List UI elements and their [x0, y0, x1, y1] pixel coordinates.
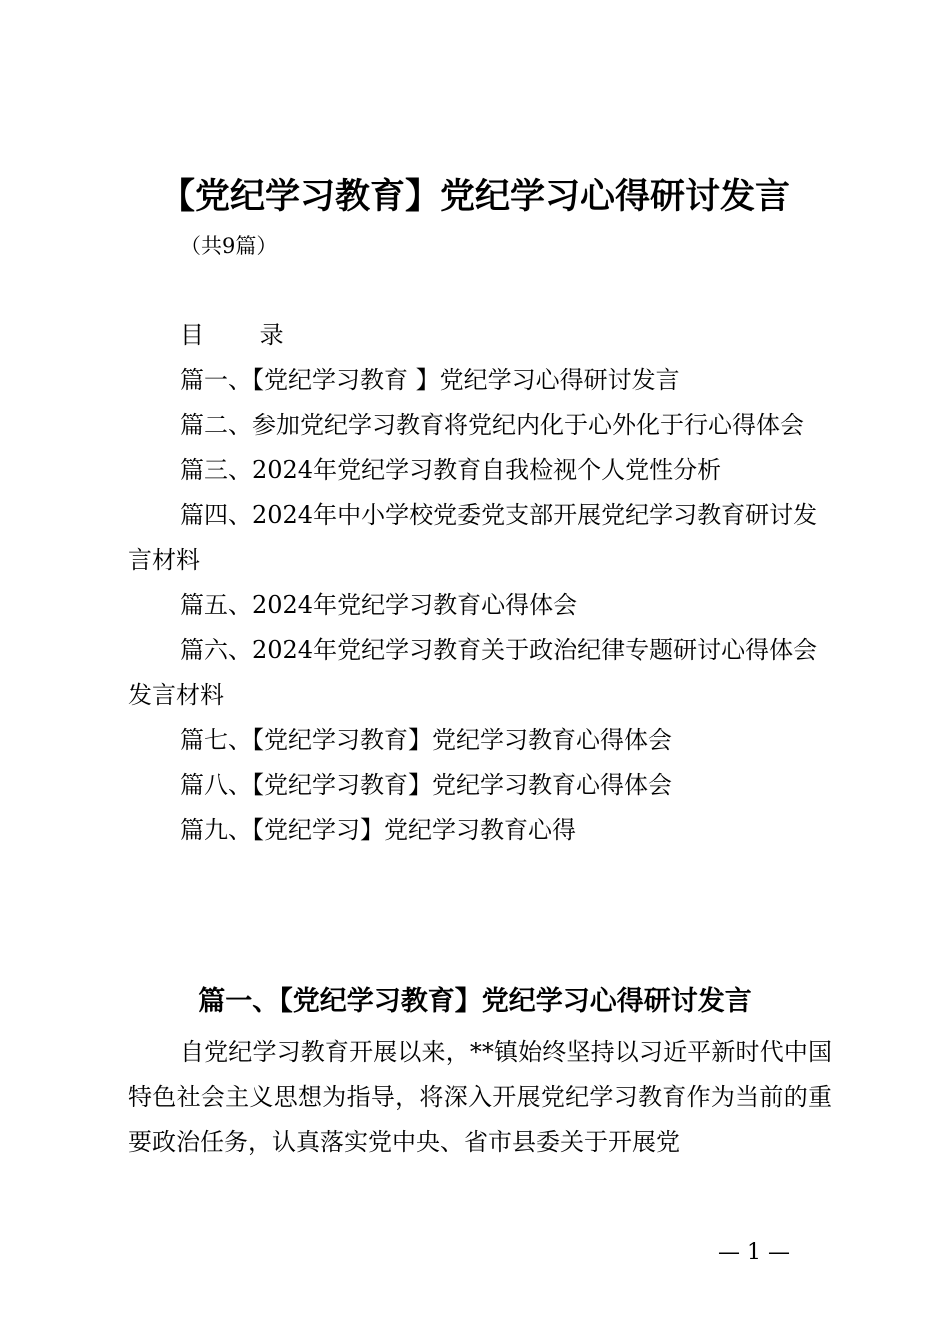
page-number: — 1 — — [718, 1240, 790, 1265]
document-subtitle: （共9篇） — [180, 234, 278, 258]
toc-item: 篇二、参加党纪学习教育将党纪内化于心外化于行心得体会 — [180, 411, 804, 439]
section-title: 篇一、【党纪学习教育】党纪学习心得研讨发言 — [198, 986, 752, 1017]
body-paragraph: 自党纪学习教育开展以来，**镇始终坚持以习近平新时代中国特色社会主义思想为指导，将深入开展党纪学习教育作为当前的重要政治任务，认真落实党中央、省市县委关于开展党 — [128, 1038, 832, 1156]
toc-item: 篇三、2024年党纪学习教育自我检视个人党性分析 — [180, 456, 722, 484]
toc-heading: 目 录 — [180, 321, 308, 349]
toc-item: 篇七、【党纪学习教育】党纪学习教育心得体会 — [180, 726, 672, 754]
toc-item: 篇八、【党纪学习教育】党纪学习教育心得体会 — [180, 771, 672, 799]
table-of-contents — [128, 358, 832, 853]
toc-item: 篇一、【党纪学习教育 】党纪学习心得研讨发言 — [180, 366, 680, 394]
toc-item: 篇五、2024年党纪学习教育心得体会 — [180, 591, 578, 619]
document-title: 【党纪学习教育】党纪学习心得研讨发言 — [159, 177, 790, 217]
toc-item: 篇六、2024年党纪学习教育关于政治纪律专题研讨心得体会发言材料 — [128, 636, 818, 709]
toc-item: 篇四、2024年中小学校党委党支部开展党纪学习教育研讨发言材料 — [128, 501, 818, 574]
toc-item: 篇九、【党纪学习】党纪学习教育心得 — [180, 816, 576, 844]
